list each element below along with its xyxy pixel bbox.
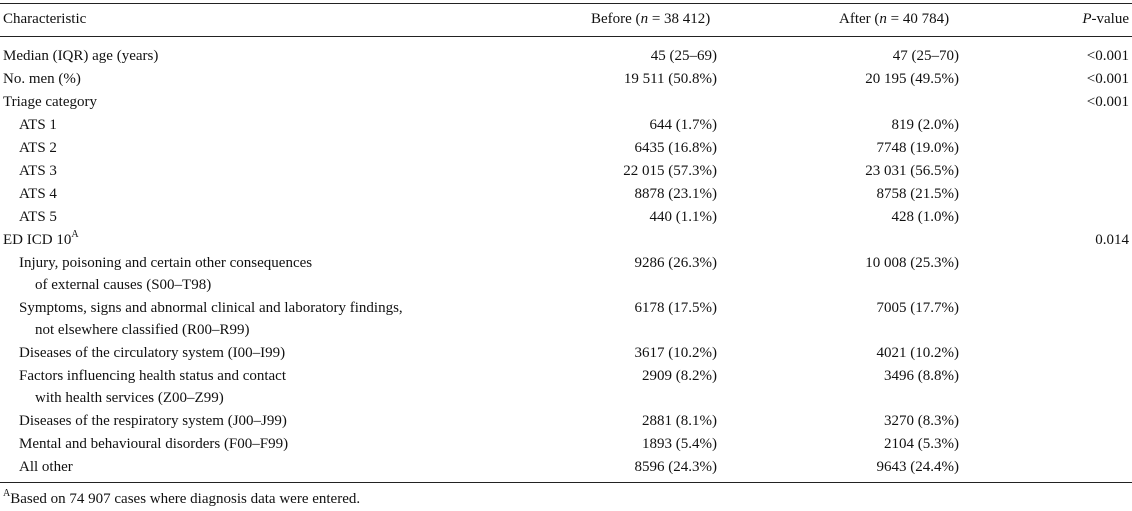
row-p-value: <0.001 bbox=[1086, 94, 1129, 110]
table-row bbox=[0, 433, 1132, 456]
row-label: Median (IQR) age (years) bbox=[3, 48, 159, 64]
row-before: 9286 (26.3%) bbox=[634, 255, 717, 271]
table-row bbox=[0, 206, 1132, 229]
table-row bbox=[0, 456, 1132, 479]
row-before: 22 015 (57.3%) bbox=[623, 163, 717, 179]
table-top-rule bbox=[0, 3, 1132, 4]
row-label: ED ICD $10^A$ bbox=[3, 229, 79, 248]
row-before: 3617 (10.2%) bbox=[634, 345, 717, 361]
table-row bbox=[0, 252, 1132, 297]
table-row bbox=[0, 365, 1132, 410]
table-row bbox=[0, 297, 1132, 342]
row-before: 644 (1.7%) bbox=[649, 117, 717, 133]
row-after: 8758 (21.5%) bbox=[876, 186, 959, 202]
header-characteristic: Characteristic bbox=[3, 11, 87, 27]
row-before: 6178 (17.5%) bbox=[634, 300, 717, 316]
row-before: 2909 (8.2%) bbox=[642, 368, 717, 384]
row-label: ATS 5 bbox=[19, 209, 57, 225]
row-after: 4021 (10.2%) bbox=[876, 345, 959, 361]
row-before: 19 511 (50.8%) bbox=[623, 71, 717, 87]
table-row bbox=[0, 342, 1132, 365]
row-before: 45 (25–69) bbox=[650, 48, 717, 64]
row-label: Triage category bbox=[3, 94, 97, 110]
table-row bbox=[0, 137, 1132, 160]
header-p-value: P-value bbox=[1082, 11, 1129, 27]
row-label: Symptoms, signs and abnormal clinical and laboratory findings, not elsewhere classified (R00–R99) bbox=[19, 300, 403, 338]
table-row bbox=[0, 91, 1132, 114]
table-row bbox=[0, 410, 1132, 433]
table-row bbox=[0, 114, 1132, 137]
row-label: ATS 2 bbox=[19, 140, 57, 156]
row-label: ATS 3 bbox=[19, 163, 57, 179]
footnote-marker: A bbox=[71, 229, 79, 240]
table-row bbox=[0, 160, 1132, 183]
row-before: 2881 (8.1%) bbox=[642, 413, 717, 429]
row-before: 8596 (24.3%) bbox=[634, 459, 717, 475]
header-after: After (n = 40 784) bbox=[839, 11, 950, 27]
table-row bbox=[0, 45, 1132, 68]
row-after: 7748 (19.0%) bbox=[876, 140, 959, 156]
table-row bbox=[0, 183, 1132, 206]
row-after: 2104 (5.3%) bbox=[884, 436, 959, 452]
header-before: Before (n = 38 412) bbox=[591, 11, 711, 27]
row-before: 8878 (23.1%) bbox=[634, 186, 717, 202]
table-header bbox=[0, 8, 1132, 30]
row-label: ATS 1 bbox=[19, 117, 57, 133]
row-label: Diseases of the circulatory system (I00–I99) bbox=[19, 345, 286, 361]
row-after: 47 (25–70) bbox=[892, 48, 959, 64]
row-label: Injury, poisoning and certain other consequences of external causes (S00–T98) bbox=[19, 255, 313, 293]
row-after: 23 031 (56.5%) bbox=[865, 163, 959, 179]
table-header-rule bbox=[0, 36, 1132, 37]
row-before: 6435 (16.8%) bbox=[634, 140, 717, 156]
row-label: Mental and behavioural disorders (F00–F99) bbox=[19, 436, 289, 452]
table-row bbox=[0, 229, 1132, 252]
row-label: All other bbox=[19, 459, 73, 475]
footnote-text: Based on 74 907 cases where diagnosis data were entered. bbox=[10, 491, 361, 507]
row-p-value: 0.014 bbox=[1095, 232, 1129, 248]
table-body bbox=[0, 45, 1132, 479]
table-footnote bbox=[3, 489, 360, 509]
row-after: 3270 (8.3%) bbox=[884, 413, 959, 429]
footnote-marker: A bbox=[3, 488, 11, 499]
row-label: Diseases of the respiratory system (J00–J99) bbox=[19, 413, 287, 429]
row-label: ATS 4 bbox=[19, 186, 57, 202]
row-p-value: <0.001 bbox=[1086, 71, 1129, 87]
table-bottom-rule bbox=[0, 482, 1132, 483]
row-p-value: <0.001 bbox=[1086, 48, 1129, 64]
row-before: 1893 (5.4%) bbox=[642, 436, 717, 452]
row-label: No. men (%) bbox=[3, 71, 81, 87]
row-after: 3496 (8.8%) bbox=[884, 368, 959, 384]
row-after: 20 195 (49.5%) bbox=[865, 71, 959, 87]
row-after: 819 (2.0%) bbox=[891, 117, 959, 133]
row-after: 9643 (24.4%) bbox=[876, 459, 959, 475]
table-row bbox=[0, 68, 1132, 91]
row-before: 440 (1.1%) bbox=[649, 209, 717, 225]
row-after: 10 008 (25.3%) bbox=[865, 255, 959, 271]
row-label: Factors influencing health status and contact with health services (Z00–Z99) bbox=[19, 368, 287, 406]
row-after: 7005 (17.7%) bbox=[876, 300, 959, 316]
row-after: 428 (1.0%) bbox=[891, 209, 959, 225]
